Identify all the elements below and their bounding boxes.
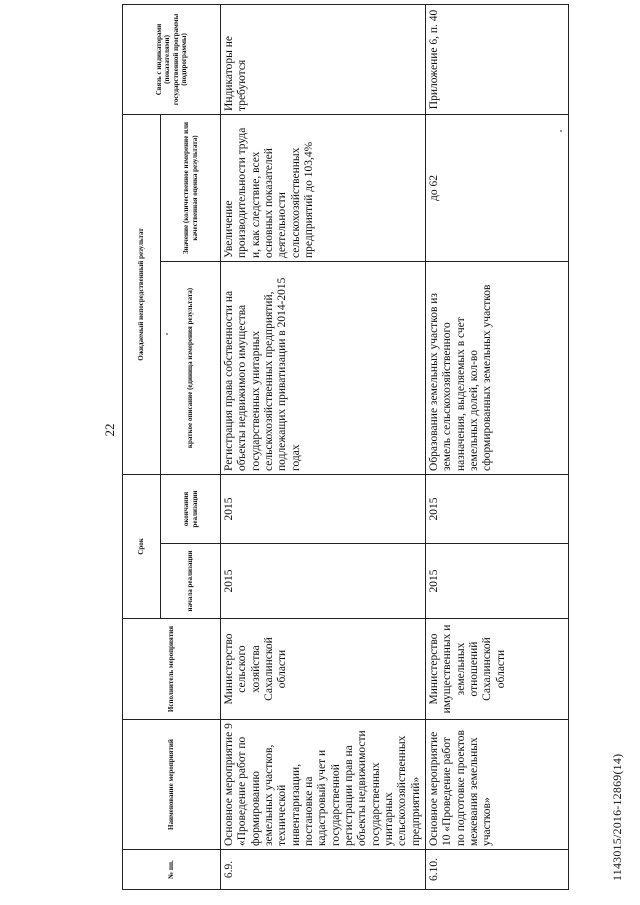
- header-name: Наименование мероприятий: [123, 720, 221, 850]
- measure-executor: Министерство сельского хозяйства Сахалинской области: [221, 619, 426, 720]
- table-row: [425, 4, 568, 889]
- header-term-start: начала реализации: [161, 544, 221, 619]
- header-row-top: [123, 4, 161, 889]
- measure-executor: Министерство имущественных и земельных отношений Сахалинской области: [425, 619, 568, 720]
- table-row: [221, 4, 426, 889]
- result-value: Увеличение производительности труда и, как следствие, всех основных показателей деятельности сельскохозяйственных предприятий до 103,4%: [221, 114, 426, 261]
- header-expected-result: Ожидаемый непосредственный результат: [123, 114, 161, 474]
- measures-table: [122, 4, 569, 890]
- row-number: 6.9.: [221, 850, 426, 890]
- result-brief: Регистрация права собственности на объекты недвижимого имущества государственных унитарных сельскохозяйственных предприятий, подлежащих приватизации в 2014-2015 годах: [221, 261, 426, 474]
- result-value: до 62: [425, 114, 568, 261]
- indicator-link: Индикаторы не требуются: [221, 4, 426, 114]
- term-start: 2015: [425, 544, 568, 619]
- header-term: Срок: [123, 474, 161, 618]
- header-indicator-link: Связь с индикаторами (показателями) государственной программы (подпрограммы): [123, 4, 221, 114]
- header-num: № пп.: [123, 850, 221, 890]
- header-result-value: Значение (количественное измерение или качественная оценка результата): [161, 114, 221, 261]
- term-start: 2015: [221, 544, 426, 619]
- row-number: 6.10.: [425, 850, 568, 890]
- term-end: 2015: [425, 474, 568, 543]
- indicator-link: Приложение 6, п. 40: [425, 4, 568, 114]
- measure-name: Основное мероприятие 9 «Проведение работ по формированию земельных участков, технической инвентаризации, постановке на кадастровый учет и государственной регистрации прав на объекты недвижимости государственных унитарных сельскохозяйственных предприятий»: [221, 720, 426, 850]
- page-number: 22: [102, 423, 117, 437]
- result-brief: Образование земельных участков из земель сельскохозяйственного назначения, выделяемых в счет земельных долей, кол-во сформированных земельных участков: [425, 261, 568, 474]
- header-executor: Исполнитель мероприятия: [123, 619, 221, 720]
- measure-name: Основное мероприятие 10 «Проведение работ по подготовке проектов межевания земельных участков»: [425, 720, 568, 850]
- header-brief-description: краткое описание (единица измерения результата): [161, 261, 221, 474]
- header-term-end: окончания реализации: [161, 474, 221, 543]
- term-end: 2015: [221, 474, 426, 543]
- document-code: 1143015/2016-12869(14): [610, 753, 624, 881]
